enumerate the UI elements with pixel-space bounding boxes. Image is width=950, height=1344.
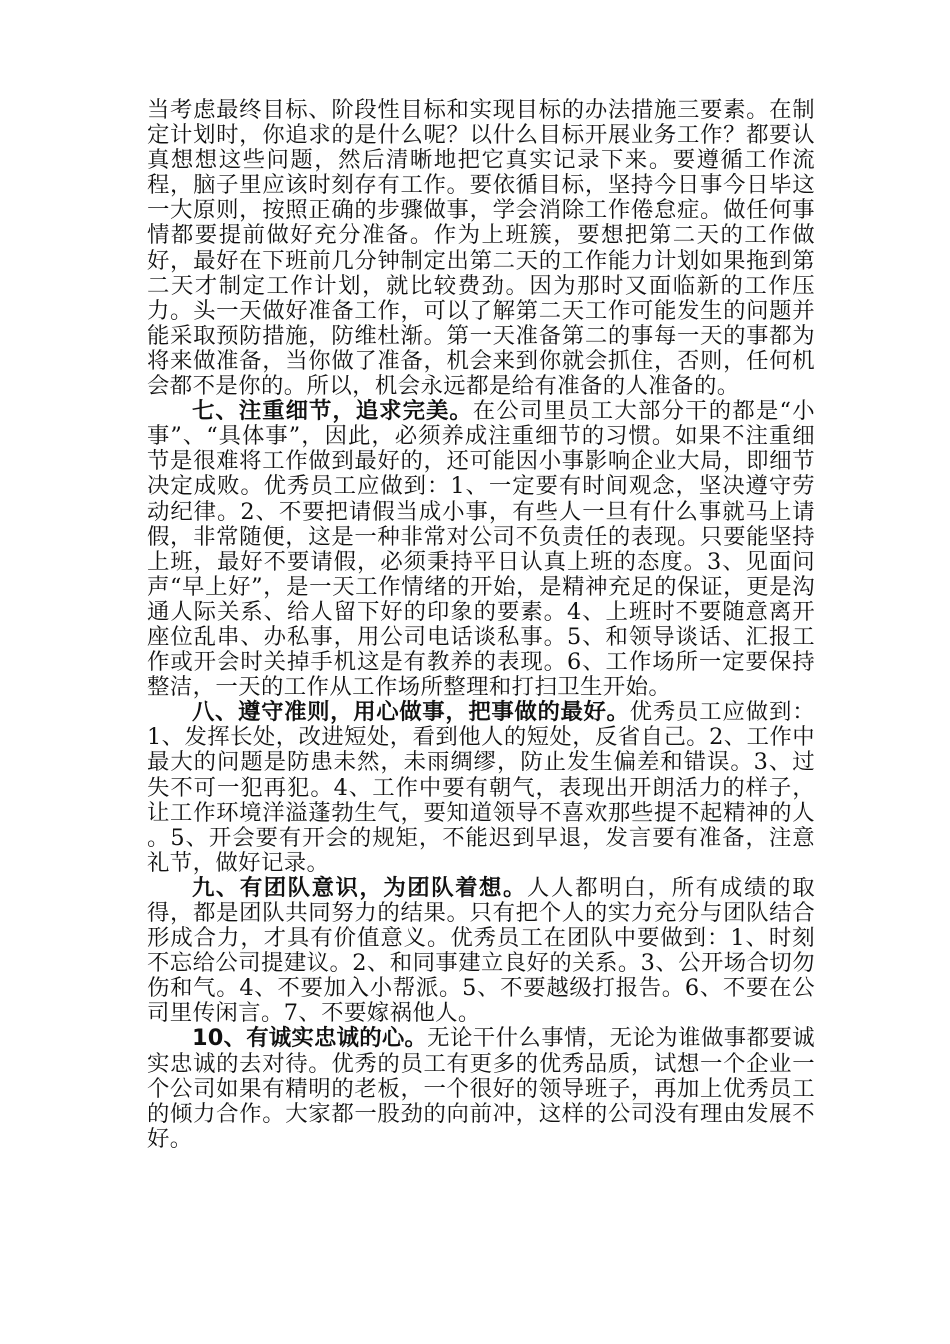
section-8-body: 优秀员工应做到：1、发挥长处，改进短处，看到他人的短处，反省自己。2、工作中最大的问题是防患未然，未雨绸缪，防止发生偏差和错误。3、过失不可一犯再犯。4、工作中要有朝气，表现出开朗活力的样子，让工作环境洋溢蓬勃生气，要知道领导不喜欢那些提不起精神的人 。5、开会要有开会的规矩，不能迟到早退，发言要有准备，注意礼节，做好记录。: [147, 699, 815, 876]
document-body: [147, 98, 815, 1152]
section-7-paragraph: [147, 399, 815, 700]
section-8-heading: 八、遵守准则，用心做事，把事做的最好。: [192, 699, 630, 726]
section-9-heading: 九、有团队意识，为团队着想。: [192, 874, 527, 901]
section-8-paragraph: [147, 700, 815, 876]
section-10-body: 无论干什么事情，无论为谁做事都要诚实忠诚的去对待。优秀的员工有更多的优秀品质，试想一个企业一个公司如果有精明的老板，一个很好的领导班子，再加上优秀员工的倾力合作。大家都一股劲的向前冲，这样的公司没有理由发展不好。: [147, 1025, 815, 1152]
section-10-heading: 10、有诚实忠诚的心。: [192, 1025, 428, 1052]
intro-paragraph: 当考虑最终目标、阶段性目标和实现目标的办法措施三要素。在制定计划时，你追求的是什么呢？以什么目标开展业务工作？都要认真想想这些问题，然后清晰地把它真实记录下来。要遵循工作流程，脑子里应该时刻存有工作。要依循目标，坚持今日事今日毕这一大原则，按照正确的步骤做事，学会消除工作倦怠症。做任何事情都要提前做好充分准备。作为上班簇，要想把第二天的工作做好，最好在下班前几分钟制定出第二天的工作能力计划如果拖到第二天才制定工作计划，就比较费劲。因为那时又面临新的工作压力。头一天做好准备工作，可以了解第二天工作可能发生的问题并能采取预防措施，防维杜渐。第一天准备第二的事每一天的事都为将来做准备，当你做了准备，机会来到你就会抓住，否则，任何机会都不是你的。所以，机会永远都是给有准备的人准备的。: [147, 97, 815, 400]
section-7-body: 在公司里员工大部分干的都是“小事”、“具体事”，因此，必须养成注重细节的习惯。如果不注重细节是很难将工作做到最好的，还可能因小事影响企业大局，即细节决定成败。优秀员工应做到：1、一定要有时间观念，坚决遵守劳动纪律。2、不要把请假当成小事，有些人一旦有什么事就马上请假，非常随便，这是一种非常对公司不负责任的表现。只要能坚持上班，最好不要请假，必须秉持平日认真上班的态度。3、见面问声“早上好”，是一天工作情绪的开始，是精神充足的保证，更是沟通人际关系、给人留下好的印象的要素。4、上班时不要随意离开座位乱串、办私事，用公司电话谈私事。5、和领导谈话、汇报工作或开会时关掉手机这是有教养的表现。6、工作场所一定要保持整洁，一天的工作从工作场所整理和打扫卫生开始。: [147, 398, 815, 701]
section-9-paragraph: [147, 876, 815, 1027]
section-10-paragraph: [147, 1026, 815, 1151]
section-9-body: 人人都明白，所有成绩的取得，都是团队共同努力的结果。只有把个人的实力充分与团队结合形成合力，才具有价值意义。优秀员工在团队中要做到：1、时刻不忘给公司提建议。2、和同事建立良好的关系。3、公开场合切勿伤和气。4、不要加入小帮派。5、不要越级打报告。6、不要在公司里传闲言。7、不要嫁祸他人。: [147, 874, 815, 1027]
section-7-heading: 七、注重细节，追求完美。: [192, 398, 473, 425]
